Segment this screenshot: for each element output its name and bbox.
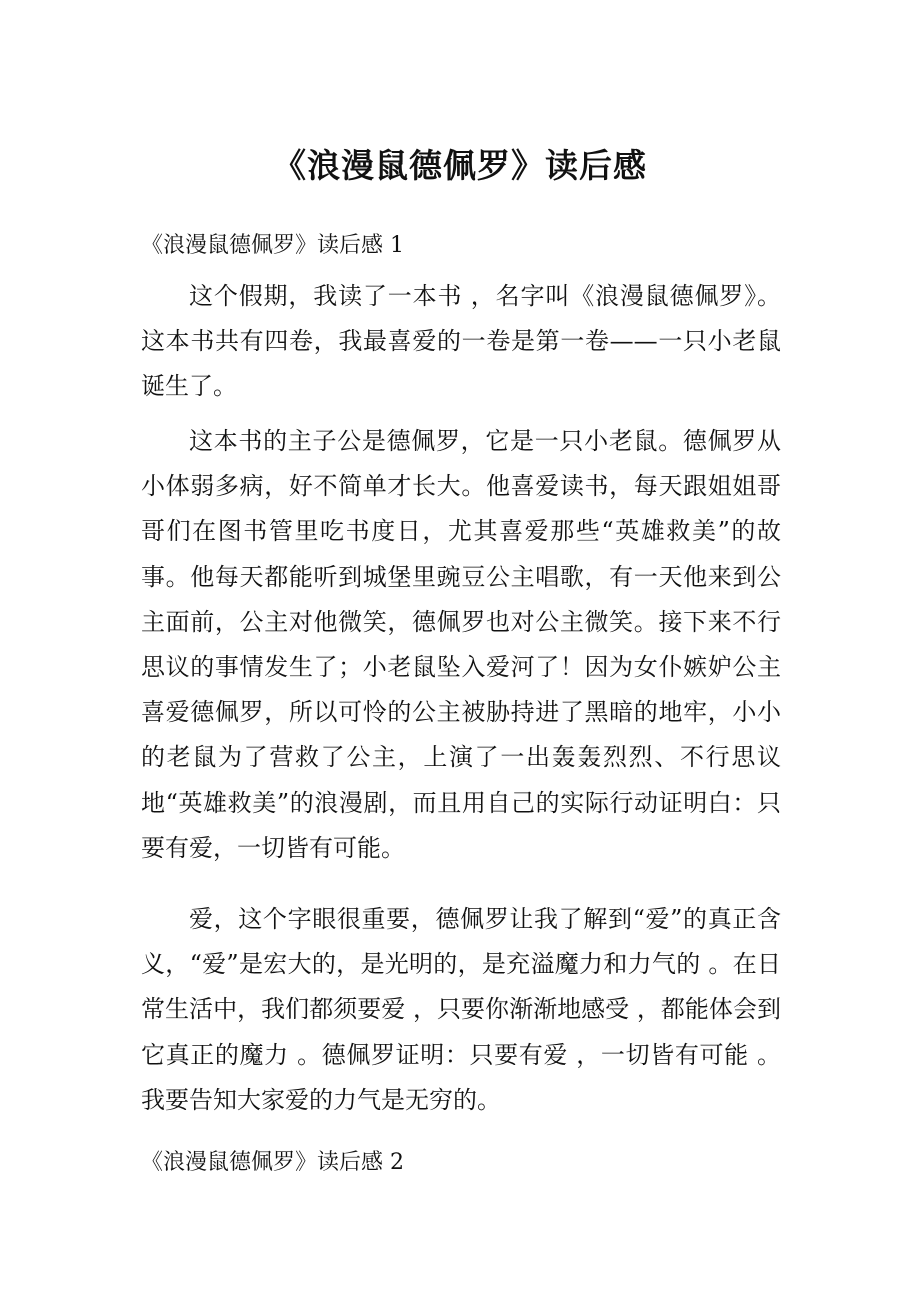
paragraph-1: 这个假期，我读了一本书 ，名字叫《浪漫鼠德佩罗》。这本书共有四卷，我最喜爱的一卷是第一卷——一只小老鼠诞生了。 (141, 282, 781, 401)
section-heading-2: 《浪漫鼠德佩罗》读后感 2 (141, 1150, 404, 1175)
section-heading-1: 《浪漫鼠德佩罗》读后感 1 (141, 233, 404, 258)
paragraph-2: 这本书的主子公是德佩罗，它是一只小老鼠。德佩罗从小体弱多病，好不简单才长大。他喜爱读书，每天跟姐姐哥哥们在图书管里吃书度日，尤其喜爱那些“英雄救美”的故事。他每天都能听到城堡里豌豆公主唱歌，有一天他来到公主面前，公主对他微笑，德佩罗也对公主微笑。接下来不行思议的事情发生了；小老鼠坠入爱河了！因为女仆嫉妒公主喜爱德佩罗，所以可怜的公主被胁持进了黑暗的地牢，小小的老鼠为了营救了公主，上演了一出轰轰烈烈、不行思议地“英雄救美”的浪漫剧，而且用自己的实际行动证明白：只要有爱，一切皆有可能。 (141, 427, 781, 862)
paragraph-3: 爱，这个字眼很重要，德佩罗让我了解到“爱”的真正含义，“爱”是宏大的，是光明的，是充溢魔力和力气的 。在日常生活中，我们都须要爱 ，只要你渐渐地感受 ，都能体会到它真正的魔力 。德佩罗证明：只要有爱 ，一切皆有可能 。我要告知大家爱的力气是无穷的。 (141, 905, 781, 1114)
document-title: 《浪漫鼠德佩罗》读后感 (273, 146, 647, 185)
